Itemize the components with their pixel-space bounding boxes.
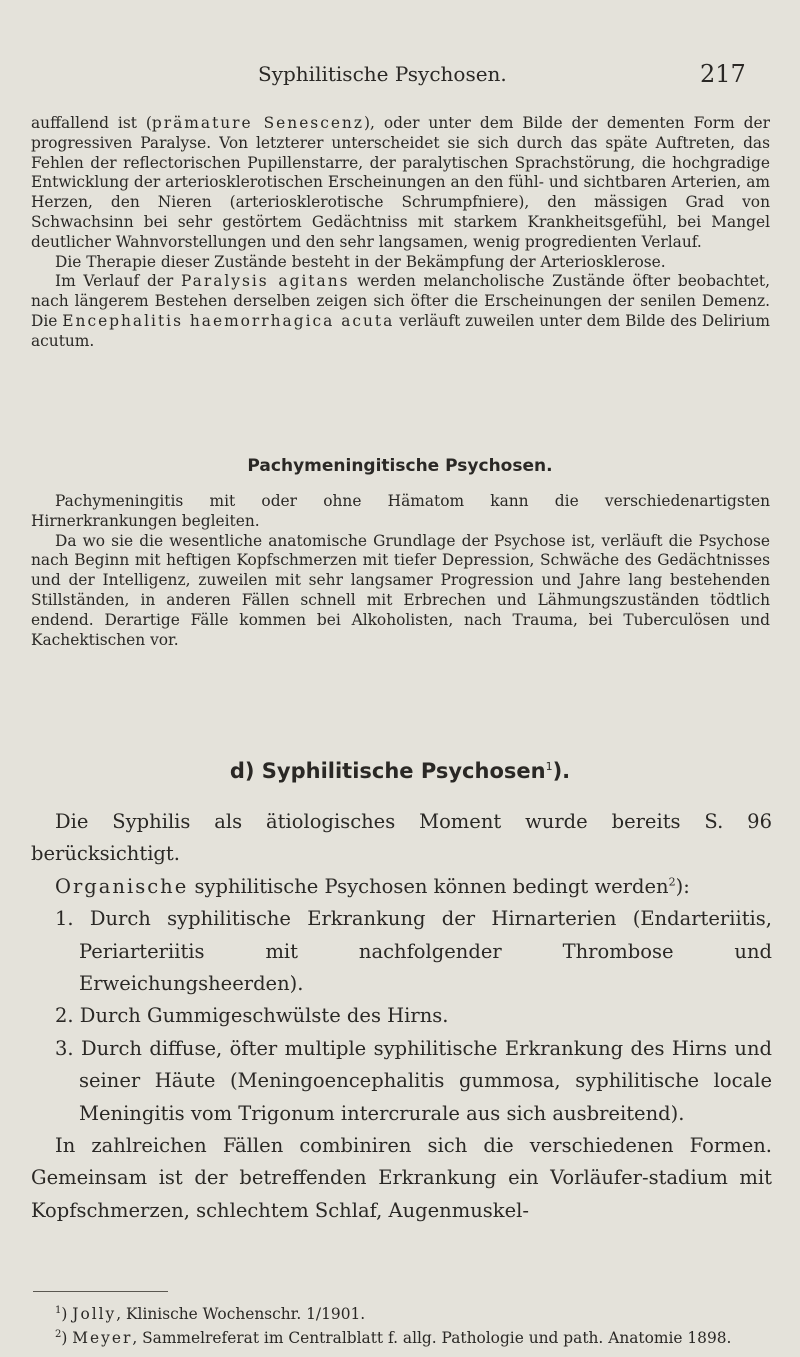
footnote-ref: 2 (668, 875, 676, 889)
paragraph: Im Verlauf der Paralysis agitans werden melancholische Zustände öfter beobachtet, nach längerem Bestehen derselben zeigen sich öfter die Erscheinungen der senilen Demenz. Die Encephalitis haemorrhagica acuta verläuft zuweilen unter dem Bilde des Delirium acutum. (31, 272, 771, 350)
list-item: 3. Durch diffuse, öfter multiple syphilitische Erkrankung des Hirns und seiner Häute (Meningoencephalitis gummosa, syphilitische locale Meningitis vom Trigonum intercrurale aus sich ausbreitend). (55, 1036, 772, 1125)
paragraph: auffallend ist (prämature Senescenz), oder unter dem Bilde der dementen Form der progressiven Paralyse. Von letzterer unterscheidet sie sich durch das späte Auftreten, das Fehlen der reflectorischen Pupillenstarre, der paralytischen Sprachstörung, die hochgradige Entwicklung der arteriosklerotischen Erscheinungen an den fühl- und sichtbaren Arterien, am Herzen, den Nieren (arteriosklerotische Schrumpfniere), den mässigen Grad von Schwachsinn bei sehr gestörtem Gedächtniss mit starkem Krankheitsgefühl, bei Mangel deutlicher Wahnvorstellungen und den sehr langsamen, wenig progredienten Verlauf. (31, 114, 770, 251)
footnote: $^1$) Jolly, Klinische Wochenschr. 1/1901. (55, 1305, 366, 1324)
footnote-ref: 1 (545, 760, 553, 773)
paragraph: Pachymeningitis mit oder ohne Hämatom kann die verschiedenartigsten Hirnerkrankungen begleiten. (31, 492, 770, 530)
paragraph: Da wo sie die wesentliche anatomische Grundlage der Psychose ist, verläuft die Psychose nach Beginn mit heftigen Kopfschmerzen mit tiefer Depression, Schwäche des Gedächtnisses und der Intelligenz, zuweilen mit sehr langsamer Progression und Jahre lang bestehenden Stillständen, in anderen Fällen schnell mit Erbrechen und Lähmungszuständen tödtlich endend. Derartige Fälle kommen bei Alkoholisten, nach Trauma, bei Tuberculösen und Kachektischen vor. (31, 531, 770, 649)
arteriosclerosis-section-end (31, 114, 770, 352)
pachymeningitis-section (31, 492, 770, 650)
running-title: Syphilitische Psychosen. (258, 62, 507, 86)
syphilitic-psychoses-section (31, 806, 772, 1227)
paragraph: Die Syphilis als ätiologisches Moment wurde bereits S. 96 berücksichtigt. (31, 810, 772, 866)
page-header (0, 62, 800, 92)
footnotes (31, 1301, 772, 1348)
footnote-rule (33, 1291, 168, 1292)
section-heading-pachymeningitis: Pachymeningitische Psychosen. (247, 456, 553, 476)
list-item: 2. Durch Gummigeschwülste des Hirns. (55, 1004, 449, 1028)
footnote: $^2$) Meyer, Sammelreferat im Centralblatt f. allg. Pathologie und path. Anatomie 1898. (55, 1328, 732, 1347)
page-number: 217 (700, 60, 746, 88)
paragraph: In zahlreichen Fällen combiniren sich die verschiedenen Formen. Gemeinsam ist der betreffenden Erkrankung ein Vorläufer-stadium mit Kopfschmerzen, schlechtem Schlaf, Augenmuskel- (31, 1134, 772, 1222)
list-item: 1. Durch syphilitische Erkrankung der Hirnarterien (Endarteriitis, Periarteriitis mit nachfolgender Thrombose und Erweichungsheerden). (55, 907, 772, 996)
section-heading-syphilitic-psychoses: d) Syphilitische Psychosen$^1$). (229, 759, 571, 783)
paragraph: Die Therapie dieser Zustände besteht in der Bekämpfung der Arteriosklerose. (55, 252, 666, 271)
paragraph: Organische syphilitische Psychosen können bedingt werden$^2$): (55, 874, 690, 898)
